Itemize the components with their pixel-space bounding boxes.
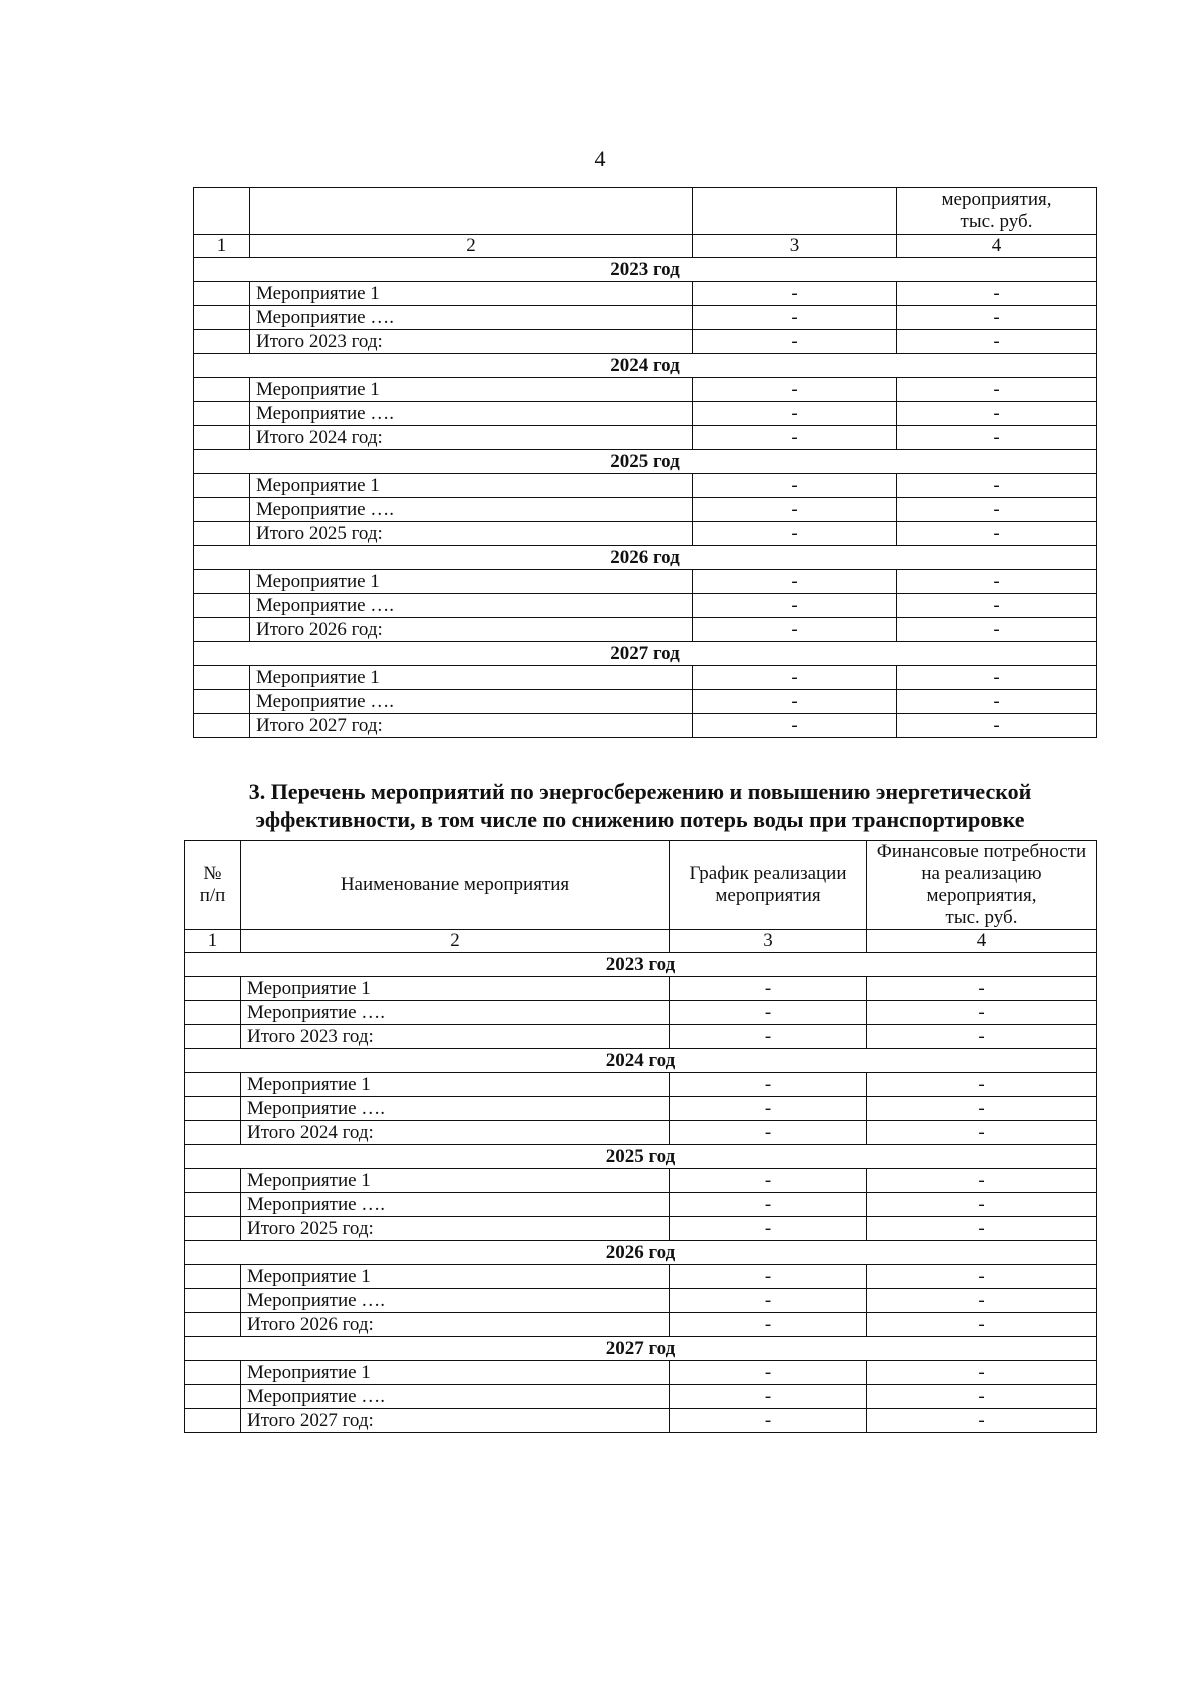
finance-cell: - [867, 1361, 1097, 1385]
schedule-cell: - [670, 1385, 867, 1409]
total-label: Итого 2025 год: [241, 1217, 670, 1241]
year-total-row [185, 1121, 1097, 1145]
measure-row [185, 1169, 1097, 1193]
measure-name: Мероприятие 1 [241, 1265, 670, 1289]
schedule-cell: - [670, 1409, 867, 1433]
finance-cell: - [867, 1409, 1097, 1433]
measure-row [185, 1193, 1097, 1217]
year-total-row [194, 330, 1097, 354]
row-number-cell [185, 1409, 241, 1433]
total-label: Итого 2024 год: [250, 426, 693, 450]
year-heading-row [185, 1337, 1097, 1361]
measure-name: Мероприятие 1 [250, 570, 693, 594]
table1-header-col1 [194, 188, 250, 235]
row-number-cell [194, 474, 250, 498]
year-total-row [185, 1025, 1097, 1049]
table1-header-col2 [250, 188, 693, 235]
total-label: Итого 2026 год: [241, 1313, 670, 1337]
row-number-cell [185, 1289, 241, 1313]
finance-cell: - [867, 1313, 1097, 1337]
measure-name: Мероприятие 1 [241, 1169, 670, 1193]
measure-name: Мероприятие …. [241, 1001, 670, 1025]
measure-name: Мероприятие …. [241, 1289, 670, 1313]
year-heading-row [194, 642, 1097, 666]
table1-colnum-1: 1 [194, 235, 250, 258]
year-heading: 2026 год [185, 1241, 1097, 1265]
page-number: 4 [594, 146, 606, 171]
table2-header-schedule: График реализации мероприятия [670, 841, 867, 930]
finance-cell: - [897, 426, 1097, 450]
total-label: Итого 2027 год: [250, 714, 693, 738]
year-heading: 2024 год [194, 354, 1097, 378]
year-heading: 2024 год [185, 1049, 1097, 1073]
finance-cell: - [897, 474, 1097, 498]
measure-name: Мероприятие 1 [250, 378, 693, 402]
finance-cell: - [897, 570, 1097, 594]
schedule-cell: - [693, 282, 897, 306]
year-heading-row [185, 1241, 1097, 1265]
schedule-cell: - [693, 522, 897, 546]
table1-colnum-2: 2 [250, 235, 693, 258]
total-label: Итого 2025 год: [250, 522, 693, 546]
row-number-cell [185, 1313, 241, 1337]
finance-cell: - [867, 1073, 1097, 1097]
schedule-cell: - [670, 1025, 867, 1049]
measure-row [194, 306, 1097, 330]
finance-cell: - [867, 1265, 1097, 1289]
total-label: Итого 2024 год: [241, 1121, 670, 1145]
schedule-cell: - [670, 1121, 867, 1145]
row-number-cell [194, 690, 250, 714]
year-heading-row [194, 546, 1097, 570]
finance-cell: - [867, 1025, 1097, 1049]
measure-row [185, 1385, 1097, 1409]
schedule-cell: - [693, 378, 897, 402]
row-number-cell [185, 1217, 241, 1241]
finance-cell: - [897, 618, 1097, 642]
finance-cell: - [867, 1169, 1097, 1193]
year-total-row [185, 1313, 1097, 1337]
finance-cell: - [897, 330, 1097, 354]
table2-header-finance: Финансовые потребности на реализацию мероприятия, тыс. руб. [867, 841, 1097, 930]
row-number-cell [185, 1169, 241, 1193]
measure-name: Мероприятие 1 [241, 1361, 670, 1385]
total-label: Итого 2023 год: [250, 330, 693, 354]
schedule-cell: - [670, 1073, 867, 1097]
measures-table-continued [193, 187, 1097, 738]
table2-colnum-1: 1 [185, 930, 241, 953]
year-heading-row [185, 1145, 1097, 1169]
year-total-row [194, 714, 1097, 738]
schedule-cell: - [670, 1169, 867, 1193]
year-total-row [194, 522, 1097, 546]
table1-header-col3 [693, 188, 897, 235]
row-number-cell [185, 1193, 241, 1217]
schedule-cell: - [693, 306, 897, 330]
measure-name: Мероприятие …. [241, 1385, 670, 1409]
row-number-cell [194, 426, 250, 450]
schedule-cell: - [693, 402, 897, 426]
schedule-cell: - [670, 1001, 867, 1025]
row-number-cell [194, 306, 250, 330]
schedule-cell: - [670, 1217, 867, 1241]
schedule-cell: - [693, 426, 897, 450]
table2-colnum-3: 3 [670, 930, 867, 953]
row-number-cell [194, 714, 250, 738]
row-number-cell [185, 1361, 241, 1385]
row-number-cell [185, 1385, 241, 1409]
schedule-cell: - [693, 570, 897, 594]
finance-cell: - [897, 498, 1097, 522]
schedule-cell: - [693, 618, 897, 642]
year-total-row [194, 426, 1097, 450]
measure-name: Мероприятие 1 [241, 1073, 670, 1097]
measure-row [194, 498, 1097, 522]
schedule-cell: - [693, 474, 897, 498]
finance-cell: - [897, 402, 1097, 426]
total-label: Итого 2026 год: [250, 618, 693, 642]
finance-cell: - [867, 1385, 1097, 1409]
measure-row [185, 1001, 1097, 1025]
schedule-cell: - [693, 666, 897, 690]
table2-column-numbers [185, 930, 1097, 953]
finance-cell: - [867, 1121, 1097, 1145]
year-total-row [185, 1217, 1097, 1241]
table2-colnum-4: 4 [867, 930, 1097, 953]
schedule-cell: - [693, 498, 897, 522]
table1-colnum-3: 3 [693, 235, 897, 258]
finance-cell: - [897, 594, 1097, 618]
total-label: Итого 2027 год: [241, 1409, 670, 1433]
year-heading-row [194, 258, 1097, 282]
table1-colnum-4: 4 [897, 235, 1097, 258]
table2-colnum-2: 2 [241, 930, 670, 953]
row-number-cell [194, 378, 250, 402]
measure-name: Мероприятие …. [241, 1097, 670, 1121]
row-number-cell [194, 402, 250, 426]
table2-header-measure-name: Наименование мероприятия [241, 841, 670, 930]
table1-body [194, 188, 1097, 738]
measure-row [194, 690, 1097, 714]
measure-row [185, 1361, 1097, 1385]
row-number-cell [194, 666, 250, 690]
row-number-cell [194, 594, 250, 618]
schedule-cell: - [693, 690, 897, 714]
year-heading-row [194, 450, 1097, 474]
year-heading: 2023 год [185, 953, 1097, 977]
row-number-cell [185, 977, 241, 1001]
year-heading-row [194, 354, 1097, 378]
measure-name: Мероприятие 1 [250, 474, 693, 498]
row-number-cell [185, 1073, 241, 1097]
section-3-title-line1: 3. Перечень мероприятий по энергосбережению и повышению энергетической [248, 779, 1032, 804]
measure-row [185, 1097, 1097, 1121]
finance-cell: - [867, 1001, 1097, 1025]
measure-name: Мероприятие …. [250, 498, 693, 522]
measure-row [194, 474, 1097, 498]
measure-row [185, 1073, 1097, 1097]
finance-cell: - [867, 1289, 1097, 1313]
table2-header-row [185, 841, 1097, 930]
schedule-cell: - [693, 714, 897, 738]
measure-name: Мероприятие 1 [241, 977, 670, 1001]
row-number-cell [194, 498, 250, 522]
year-heading: 2026 год [194, 546, 1097, 570]
finance-cell: - [897, 522, 1097, 546]
table1-column-numbers [194, 235, 1097, 258]
year-heading-row [185, 1049, 1097, 1073]
measure-row [185, 977, 1097, 1001]
row-number-cell [194, 570, 250, 594]
year-heading: 2027 год [185, 1337, 1097, 1361]
row-number-cell [185, 1265, 241, 1289]
schedule-cell: - [670, 1313, 867, 1337]
finance-cell: - [867, 977, 1097, 1001]
row-number-cell [185, 1025, 241, 1049]
finance-cell: - [867, 1097, 1097, 1121]
finance-cell: - [897, 666, 1097, 690]
row-number-cell [185, 1001, 241, 1025]
year-heading: 2023 год [194, 258, 1097, 282]
measure-row [194, 378, 1097, 402]
table1-header-row [194, 188, 1097, 235]
row-number-cell [185, 1121, 241, 1145]
measure-name: Мероприятие …. [250, 306, 693, 330]
table1-header-col4: мероприятия, тыс. руб. [897, 188, 1097, 235]
measure-name: Мероприятие …. [241, 1193, 670, 1217]
schedule-cell: - [693, 330, 897, 354]
row-number-cell [194, 282, 250, 306]
measure-row [194, 666, 1097, 690]
schedule-cell: - [670, 1097, 867, 1121]
measure-name: Мероприятие 1 [250, 282, 693, 306]
finance-cell: - [897, 378, 1097, 402]
schedule-cell: - [670, 1361, 867, 1385]
schedule-cell: - [670, 1265, 867, 1289]
measure-name: Мероприятие …. [250, 402, 693, 426]
measure-row [194, 594, 1097, 618]
finance-cell: - [867, 1217, 1097, 1241]
row-number-cell [194, 618, 250, 642]
year-heading-row [185, 953, 1097, 977]
schedule-cell: - [670, 1193, 867, 1217]
section-3-title-line2: эффективности, в том числе по снижению потерь воды при транспортировке [255, 807, 1025, 832]
finance-cell: - [897, 282, 1097, 306]
table2-body [185, 841, 1097, 1433]
year-total-row [185, 1409, 1097, 1433]
measure-row [194, 402, 1097, 426]
schedule-cell: - [670, 1289, 867, 1313]
finance-cell: - [897, 714, 1097, 738]
energy-saving-measures-table [184, 840, 1097, 1433]
measure-row [185, 1265, 1097, 1289]
year-heading: 2027 год [194, 642, 1097, 666]
schedule-cell: - [693, 594, 897, 618]
finance-cell: - [897, 306, 1097, 330]
finance-cell: - [897, 690, 1097, 714]
total-label: Итого 2023 год: [241, 1025, 670, 1049]
year-total-row [194, 618, 1097, 642]
section-3-title [184, 778, 1096, 834]
row-number-cell [194, 330, 250, 354]
table2-header-number: № п/п [185, 841, 241, 930]
measure-row [185, 1289, 1097, 1313]
row-number-cell [185, 1097, 241, 1121]
finance-cell: - [867, 1193, 1097, 1217]
measure-row [194, 282, 1097, 306]
measure-name: Мероприятие 1 [250, 666, 693, 690]
measure-name: Мероприятие …. [250, 690, 693, 714]
measure-name: Мероприятие …. [250, 594, 693, 618]
year-heading: 2025 год [185, 1145, 1097, 1169]
year-heading: 2025 год [194, 450, 1097, 474]
row-number-cell [194, 522, 250, 546]
schedule-cell: - [670, 977, 867, 1001]
measure-row [194, 570, 1097, 594]
